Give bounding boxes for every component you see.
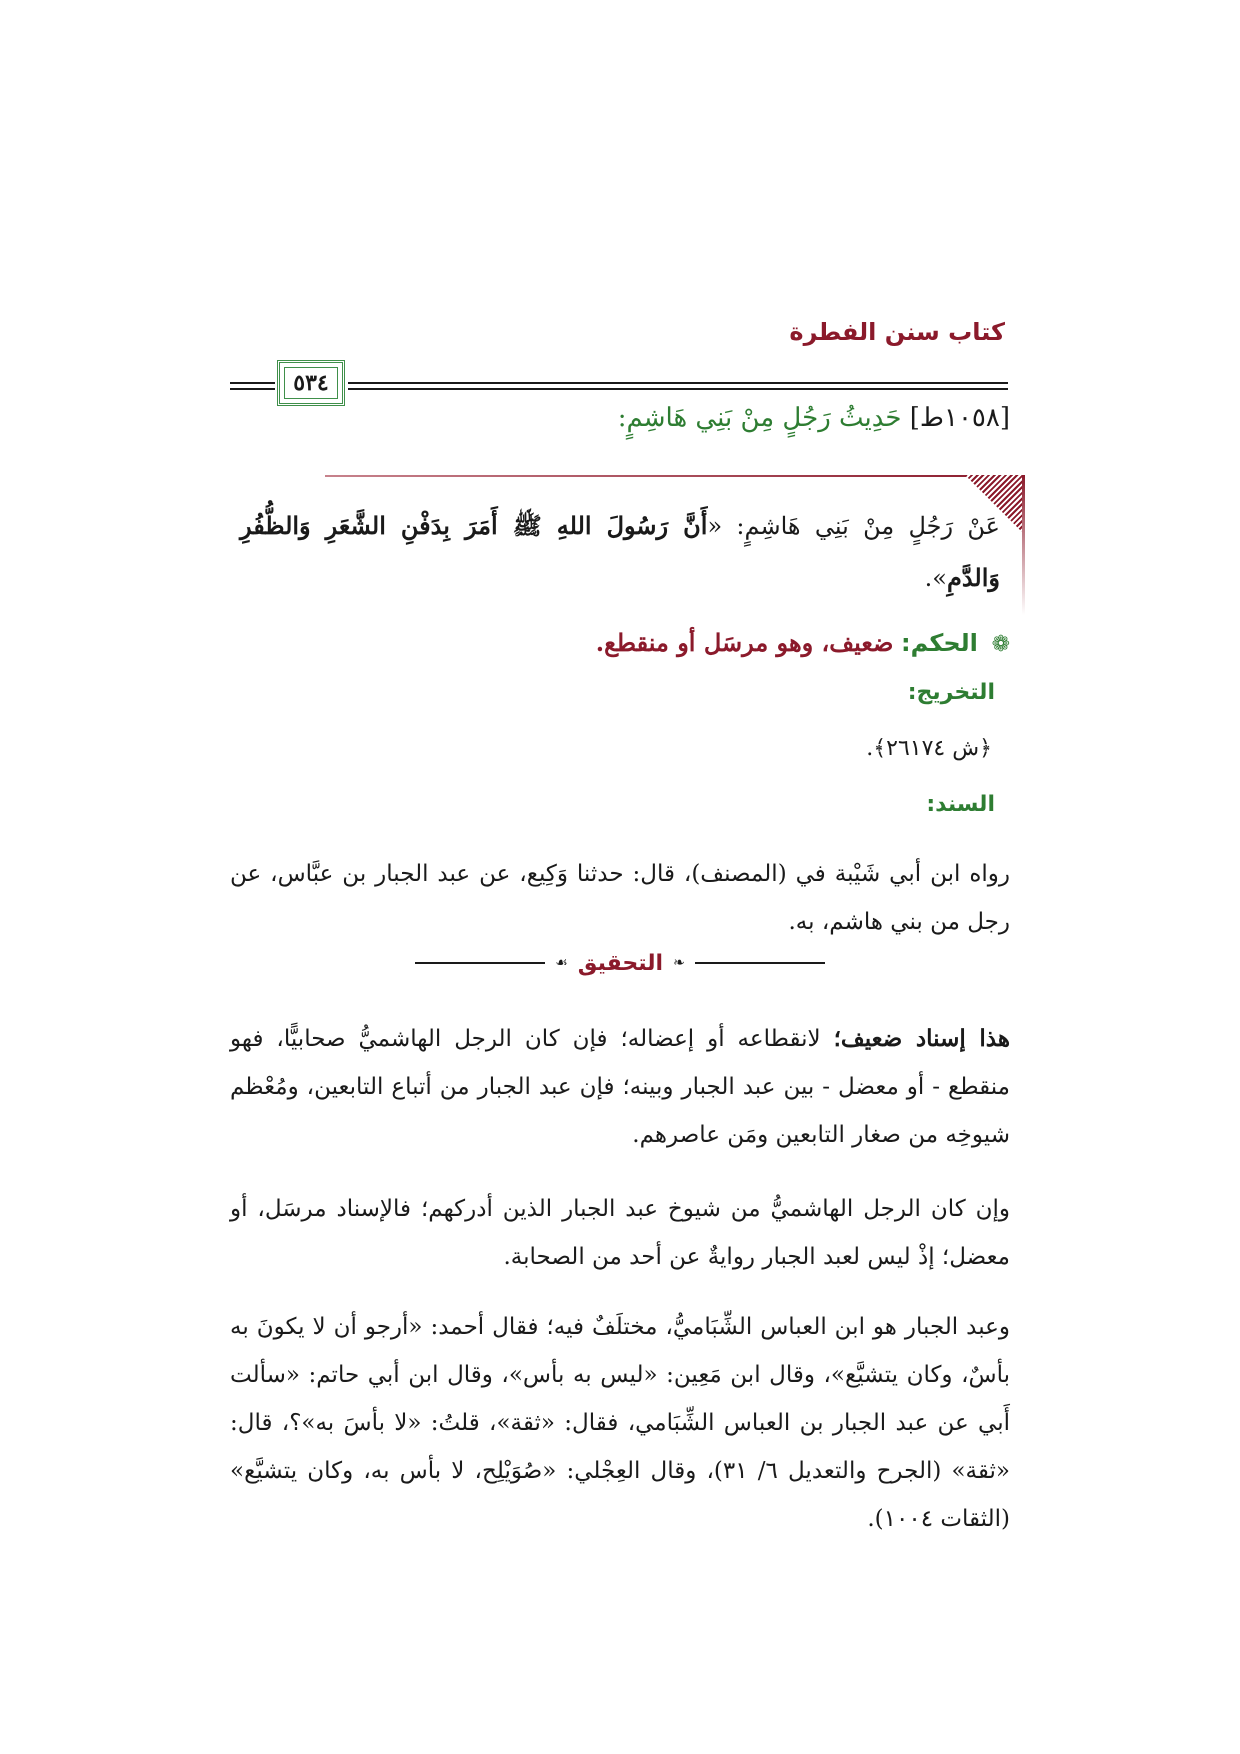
- takhrij-text: ﴿ش ٢٦١٧٤﴾.: [866, 736, 992, 761]
- tahqiq-paragraph-1-text: لانقطاعه أو إعضاله؛ فإن كان الرجل الهاشميُّ صحابيًّا، فهو منقطع - أو معضل - بين عبد الجبار وبينه؛ فإن عبد الجبار من أتباع التابعين، ومُعْظم شيوخِه من صغار التابعين ومَن عاصرهم.: [230, 1026, 1010, 1148]
- header-rule-left: [230, 382, 275, 390]
- divider-ornament-icon: ❧: [673, 955, 685, 971]
- hadith-text-intro: عَنْ رَجُلٍ مِنْ بَنِي هَاشِمٍ: «: [707, 512, 1000, 540]
- header-rule-right: [348, 382, 1008, 390]
- sanad-paragraph: رواه ابن أبي شَيْبة في (المصنف)، قال: حدثنا وَكِيع، عن عبد الجبار بن عبَّاس، عن رجل من بني هاشم، به.: [230, 861, 1010, 935]
- page-header: [0, 310, 1240, 410]
- divider-ornament-icon: ☙: [555, 955, 568, 971]
- ruling-label: الحكم:: [901, 629, 978, 657]
- divider-line-left: [415, 962, 545, 964]
- tahqiq-paragraph-3: وعبد الجبار هو ابن العباس الشِّبَاميُّ، مختلَفٌ فيه؛ فقال أحمد: «أرجو أن لا يكونَ به بأسٌ، وكان يتشيَّع»، وقال ابن مَعِين: «ليس به بأس»، وقال ابن أبي حاتم: «سألت أَبي عن عبد الجبار بن العباس الشِّبَامي، فقال: «ثقة»، قلتُ: «لا بأسَ به»؟، قال: «ثقة» (الجرح والتعديل ٦/ ٣١)، وقال العِجْلي: «صُوَيْلِح، لا بأس به، وكان يتشيَّع» (الثقات ١٠٠٤).: [230, 1314, 1010, 1532]
- hadith-text-end: ».: [924, 564, 947, 592]
- tahqiq-title: التحقيق: [577, 950, 664, 976]
- sanad-label: السند:: [926, 792, 995, 817]
- book-title: كتاب سنن الفطرة: [789, 318, 1005, 346]
- divider-line-right: [695, 962, 825, 964]
- ruling-value: ضعيف، وهو مرسَل أو منقطع.: [595, 628, 894, 657]
- tahqiq-verdict: هذا إسناد ضعيف؛: [833, 1025, 1010, 1052]
- flower-ornament-icon: ❁: [991, 632, 1010, 657]
- frame-top-line: [325, 475, 1025, 477]
- hadith-text-matn: أَنَّ رَسُولَ اللهِ ﷺ أَمَرَ بِدَفْنِ الشَّعَرِ وَالظُّفُرِ وَالدَّمِ: [240, 511, 1000, 592]
- page-number-badge: [277, 360, 345, 406]
- tahqiq-paragraph-2: وإن كان الرجل الهاشميُّ من شيوخ عبد الجبار الذين أدركهم؛ فالإسناد مرسَل، أو معضل؛ إذْ ليس لعبد الجبار روايةٌ عن أحد من الصحابة.: [230, 1196, 1010, 1270]
- hadith-number: [١٠٥٨ط]: [909, 403, 1010, 433]
- frame-side-line: [1022, 475, 1025, 615]
- tahqiq-divider: [415, 948, 825, 978]
- hadith-title: حَدِيثُ رَجُلٍ مِنْ بَنِي هَاشِمٍ:: [617, 403, 902, 433]
- takhrij-label: التخريج:: [907, 680, 995, 705]
- page-number: ٥٣٤: [293, 370, 329, 396]
- hadith-text: [240, 500, 1000, 604]
- tahqiq-paragraph-1: [230, 1015, 1010, 1159]
- ruling-line: [596, 628, 1010, 657]
- hadith-heading: [618, 403, 1010, 433]
